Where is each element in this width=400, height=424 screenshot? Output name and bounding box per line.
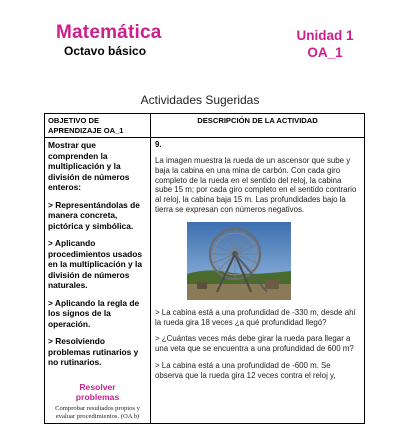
activity-intro: La imagen muestra la rueda de un ascensor que sube y baja la cabina en una mina de carbón. Con cada giro completo de la rueda en el sentido del reloj, la cabina sube 15 m; por cada giro completo en el sentido contrario al reloj, la cabina baja 15 m. Las profundidades bajo la tierra se expresan con números negativos. [155, 156, 357, 214]
subject-title: Matemática [56, 22, 162, 43]
unit-label: Unidad 1 [296, 28, 354, 43]
grade-subtitle: Octavo básico [64, 44, 147, 58]
unit-header [285, 27, 365, 61]
description-header: DESCRIPCIÓN DE LA ACTIVIDAD [151, 114, 365, 138]
skill-description: Comprobar resultados propios y evaluar procedimientos. (OA b) [55, 404, 140, 420]
activity-table [44, 113, 365, 424]
skill-title-line-1: Resolver [79, 381, 116, 392]
objective-item-1: > Representándolas de manera concreta, pictórica y simbólica. [48, 199, 140, 231]
table-row [45, 138, 365, 424]
section-title: Actividades Sugeridas [140, 93, 260, 107]
mine-wheel-photo [187, 222, 291, 300]
skill-title [48, 382, 147, 402]
oa-label: OA_1 [307, 45, 343, 60]
objective-item-3: > Aplicando la regla de los signos de la operación. [48, 297, 140, 329]
skill-title-line-2: problemas [75, 391, 120, 402]
question-2: > ¿Cuántas veces más debe girar la rueda para llegar a una veta que se encuentra a una profundidad de 600 m? [155, 334, 354, 354]
objective-header: OBJETIVO DE APRENDIZAJE OA_1 [45, 114, 151, 138]
description-cell [151, 138, 365, 424]
objective-cell [45, 138, 151, 424]
objective-item-4: > Resolviendo problemas rutinarios y no rutinarios. [48, 336, 139, 367]
table-header-row [45, 114, 365, 138]
question-3: > La cabina está a una profundidad de -600 m. Se observa que la rueda gira 12 veces contra el reloj y, [155, 360, 336, 380]
objective-intro: Mostrar que comprenden la multiplicación y la división de números enteros: [48, 140, 130, 192]
activity-number: 9. [155, 140, 162, 149]
objective-item-2: > Aplicando procedimientos usados en la multiplicación y la división de números naturales. [48, 238, 143, 290]
question-1: > La cabina está a una profundidad de -330 m, desde ahí la rueda gira 18 veces ¿a qué profundidad llegó? [155, 307, 356, 327]
